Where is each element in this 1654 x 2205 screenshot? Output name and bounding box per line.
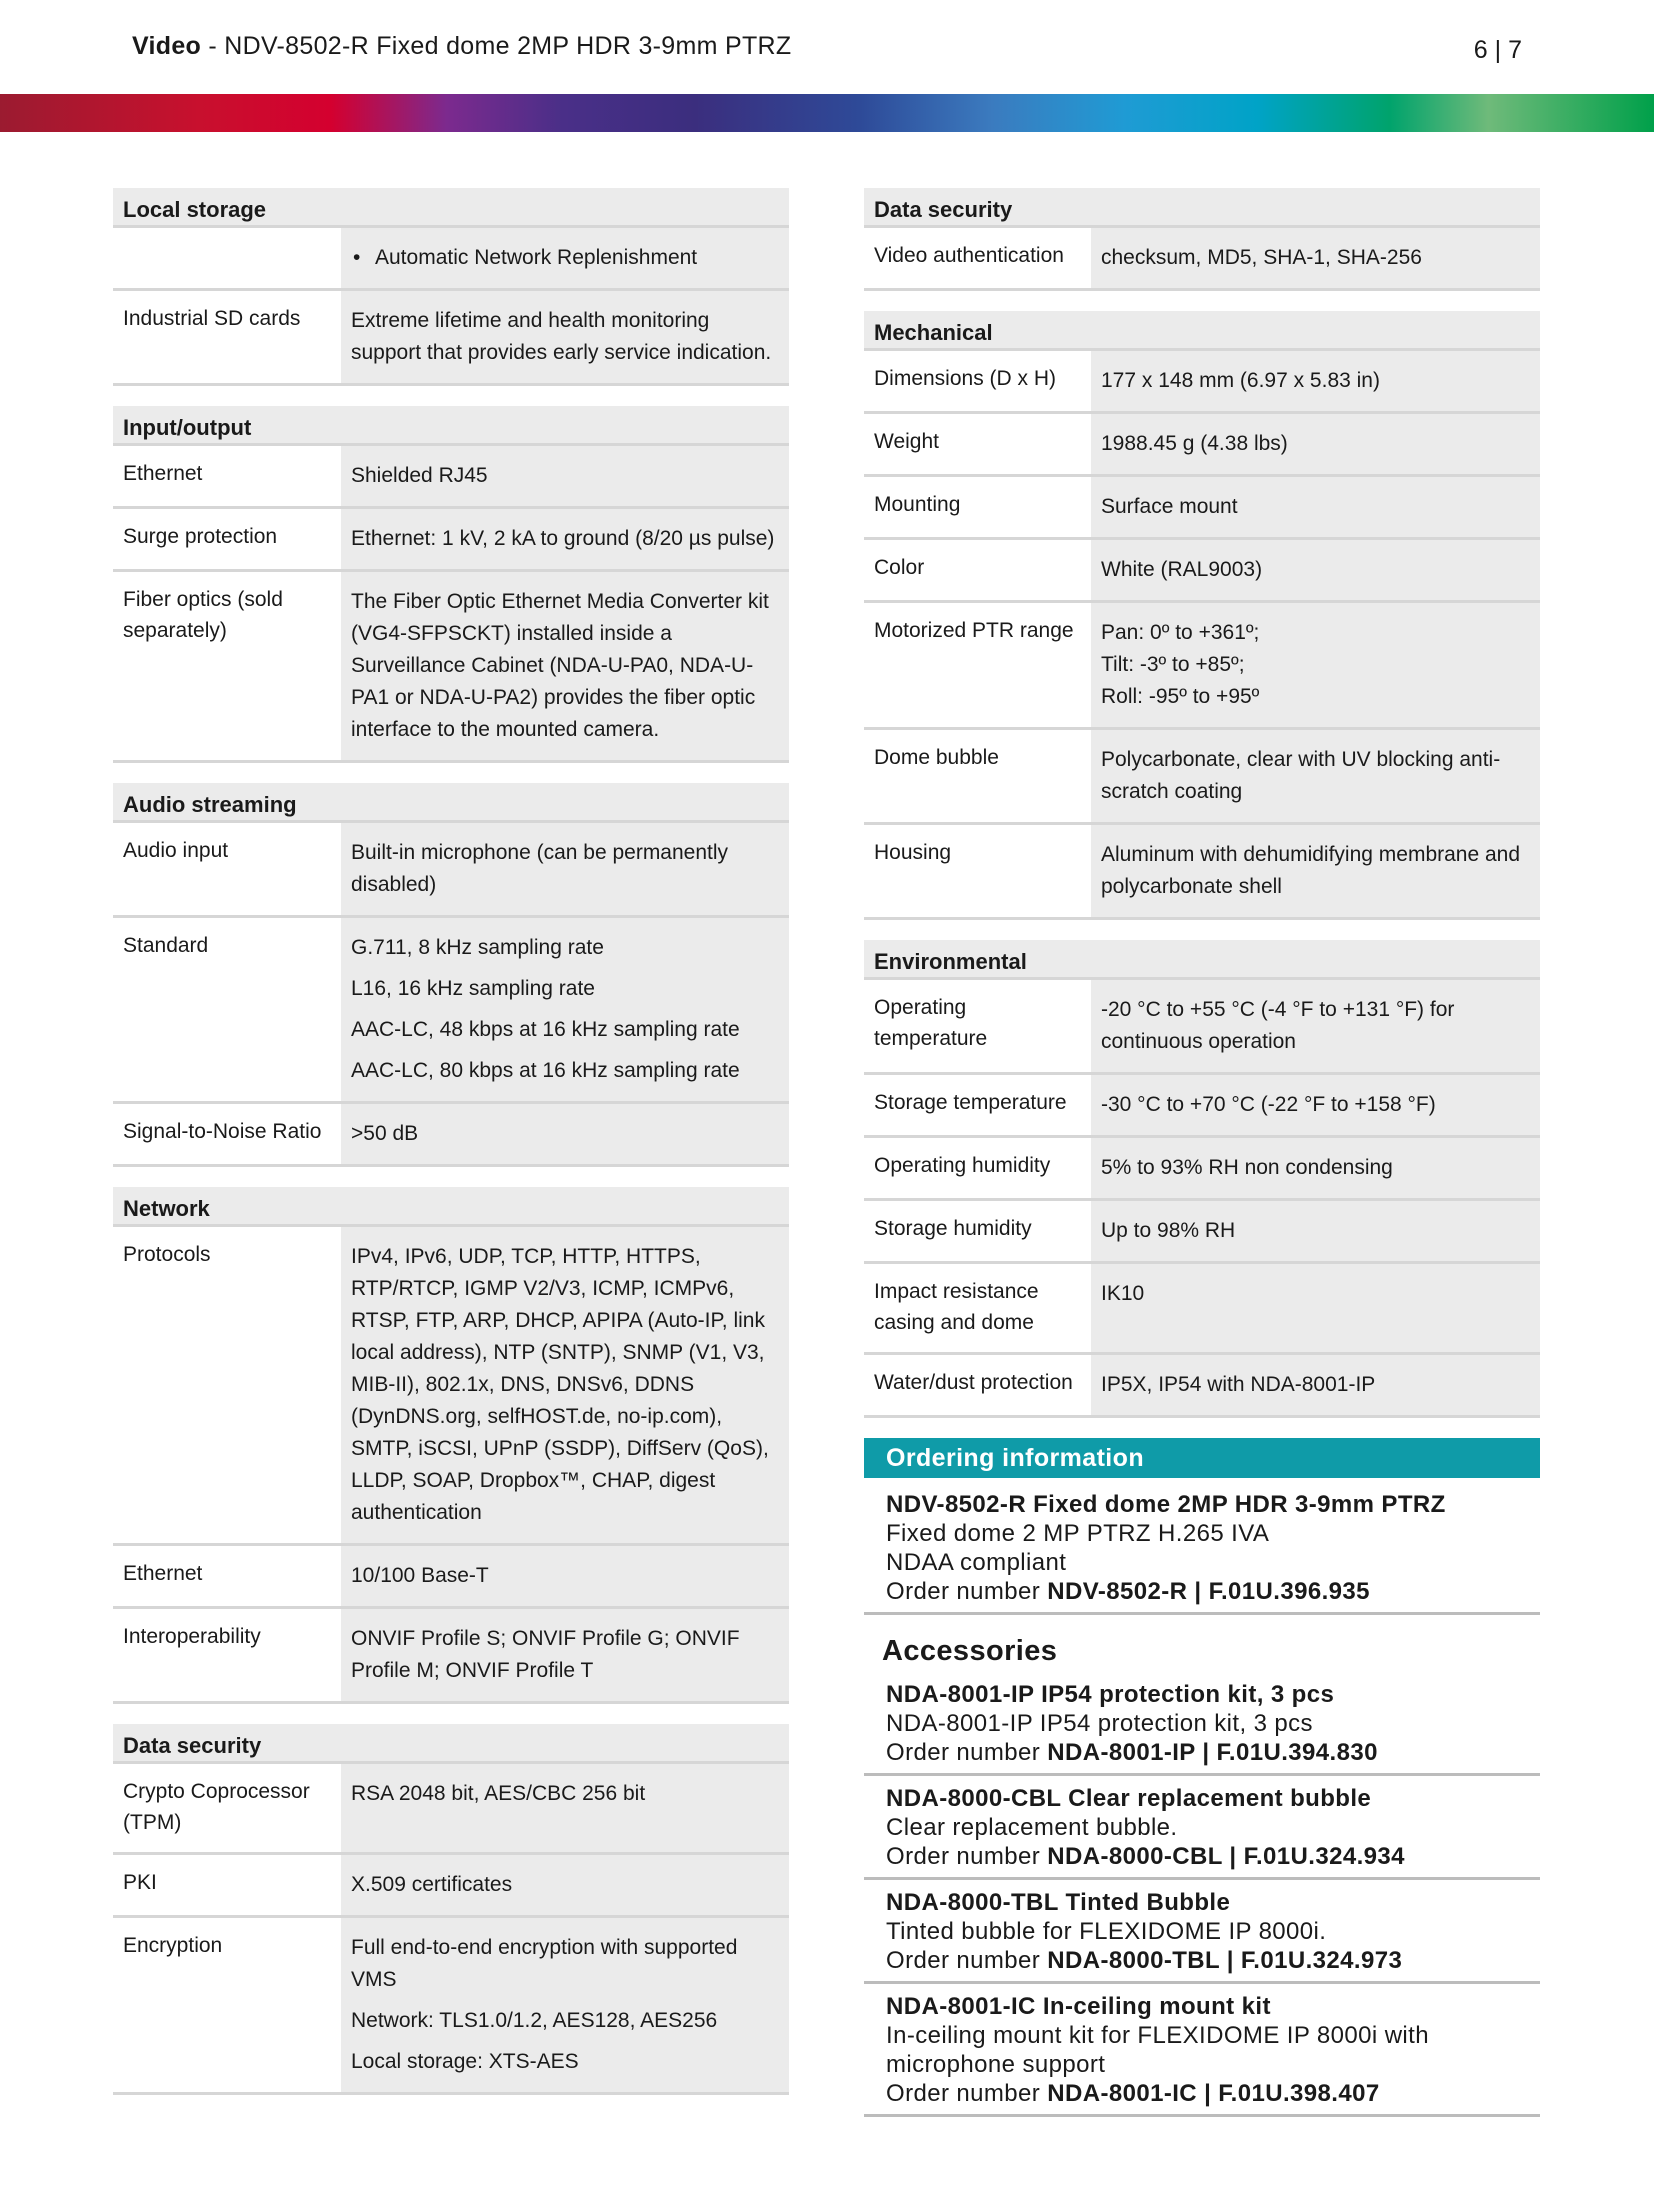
section-title: Environmental [864,940,1540,980]
spec-value: Aluminum with dehumidifying membrane and polycarbonate shell [1091,825,1540,917]
value-line: AAC-LC, 48 kbps at 16 kHz sampling rate [351,1018,740,1041]
spec-value [341,1918,789,2092]
spec-label: Storage humidity [864,1201,1091,1261]
spec-label: Water/dust protection [864,1355,1091,1415]
spec-label: Mounting [864,477,1091,537]
spec-row [113,509,789,572]
order-number-label: Order number [886,1947,1048,1974]
accessory-description: Clear replacement bubble. [886,1814,1178,1841]
spec-row [113,446,789,509]
spec-value: Extreme lifetime and health monitoring support that provides early service indication. [341,291,789,383]
spec-label: Operating temperature [864,980,1091,1072]
spec-value: 5% to 93% RH non condensing [1091,1138,1540,1198]
bullet-icon: • [353,246,361,269]
spec-value: IK10 [1091,1264,1540,1352]
section-mechanical [864,311,1540,920]
accessory-item [864,1880,1540,1984]
product-name: NDV-8502-R Fixed dome 2MP HDR 3-9mm PTRZ [886,1491,1446,1518]
value-line: G.711, 8 kHz sampling rate [351,936,604,959]
accessory-order-number [886,2079,1530,2108]
left-column [113,188,789,2115]
spec-label: Operating humidity [864,1138,1091,1198]
spec-row [864,980,1540,1075]
page-header [132,32,1522,72]
spec-label: Dimensions (D x H) [864,351,1091,411]
spec-label: Ethernet [113,446,341,506]
spec-value: White (RAL9003) [1091,540,1540,600]
spec-row [864,540,1540,603]
section-title: Audio streaming [113,783,789,823]
spec-label: Protocols [113,1227,341,1543]
spec-value [1091,603,1540,727]
spec-row [864,1075,1540,1138]
order-number-value: NDV-8502-R | F.01U.396.935 [1047,1578,1370,1605]
accessory-description: NDA-8001-IP IP54 protection kit, 3 pcs [886,1710,1313,1737]
spec-value: 177 x 148 mm (6.97 x 5.83 in) [1091,351,1540,411]
spec-row [113,1918,789,2095]
spec-value: Built-in microphone (can be permanently disabled) [341,823,789,915]
spec-row [113,1227,789,1546]
accessory-name: NDA-8000-TBL Tinted Bubble [886,1889,1231,1916]
order-number-value: NDA-8000-TBL | F.01U.324.973 [1047,1947,1403,1974]
accessory-description: Tinted bubble for FLEXIDOME IP 8000i. [886,1918,1327,1945]
section-local-storage [113,188,789,386]
spec-row [864,1138,1540,1201]
spec-row [113,291,789,386]
spec-value: 1988.45 g (4.38 lbs) [1091,414,1540,474]
section-input-output [113,406,789,763]
spec-label: Impact resistance casing and dome [864,1264,1091,1352]
spec-label: Dome bubble [864,730,1091,822]
title-product: - NDV-8502-R Fixed dome 2MP HDR 3-9mm PTRZ [201,32,792,60]
spec-label: Weight [864,414,1091,474]
spec-label: Video authentication [864,228,1091,288]
right-column [864,188,1540,2117]
spec-label: Industrial SD cards [113,291,341,383]
spec-row [113,823,789,918]
section-audio-streaming [113,783,789,1167]
order-number-label: Order number [886,1843,1048,1870]
brand-color-stripe [0,94,1654,132]
value-line: Roll: -95º to +95º [1101,685,1260,708]
spec-value: IP5X, IP54 with NDA-8001-IP [1091,1355,1540,1415]
spec-row [864,351,1540,414]
spec-label: Fiber optics (sold separately) [113,572,341,760]
spec-row [113,1855,789,1918]
document-title [132,32,791,61]
ordering-information [864,1438,1540,2117]
spec-value: -30 °C to +70 °C (-22 °F to +158 °F) [1091,1075,1540,1135]
spec-row [113,572,789,763]
spec-row [113,1546,789,1609]
spec-row [864,1201,1540,1264]
accessory-name: NDA-8001-IP IP54 protection kit, 3 pcs [886,1681,1335,1708]
spec-label: Interoperability [113,1609,341,1701]
spec-label: Motorized PTR range [864,603,1091,727]
spec-label: Color [864,540,1091,600]
spec-label: PKI [113,1855,341,1915]
spec-row [864,730,1540,825]
section-title: Data security [113,1724,789,1764]
order-number-value: NDA-8001-IC | F.01U.398.407 [1047,2080,1380,2107]
value-line: L16, 16 kHz sampling rate [351,977,595,1000]
spec-value: Shielded RJ45 [341,446,789,506]
spec-value: The Fiber Optic Ethernet Media Converter kit (VG4-SFPSCKT) installed inside a Surveillance Cabinet (NDA-U-PA0, NDA-U-PA1 or NDA-U-PA2) provides the fiber optic interface to the mounted camera. [341,572,789,760]
spec-value [341,918,789,1101]
section-title: Input/output [113,406,789,446]
spec-row [864,1355,1540,1418]
spec-value: Surface mount [1091,477,1540,537]
spec-label: Housing [864,825,1091,917]
spec-value: checksum, MD5, SHA-1, SHA-256 [1091,228,1540,288]
spec-label: Signal-to-Noise Ratio [113,1104,341,1164]
spec-value: Up to 98% RH [1091,1201,1540,1261]
spec-label: Ethernet [113,1546,341,1606]
value-line: Local storage: XTS-AES [351,2050,579,2073]
spec-row [864,414,1540,477]
section-title: Network [113,1187,789,1227]
accessory-item [864,1672,1540,1776]
spec-row [113,1764,789,1855]
ordering-title: Ordering information [864,1438,1540,1478]
spec-value: Ethernet: 1 kV, 2 kA to ground (8/20 µs pulse) [341,509,789,569]
order-number-label: Order number [886,1578,1048,1605]
spec-row [864,228,1540,291]
order-number-value: NDA-8001-IP | F.01U.394.830 [1047,1739,1378,1766]
accessory-order-number [886,1738,1530,1767]
spec-value: IPv4, IPv6, UDP, TCP, HTTP, HTTPS, RTP/RTCP, IGMP V2/V3, ICMP, ICMPv6, RTSP, FTP, ARP, DHCP, APIPA (Auto-IP, link local address), NTP (SNTP), SNMP (V1, V3, MIB-II), 802.1x, DNS, DNSv6, DDNS (DynDNS.org, selfHOST.de, no-ip.com), SMTP, iSCSI, UPnP (SSDP), DiffServ (QoS), LLDP, SOAP, Dropbox™, CHAP, digest authentication [341,1227,789,1543]
value-line: Network: TLS1.0/1.2, AES128, AES256 [351,2009,718,2032]
spec-value: -20 °C to +55 °C (-4 °F to +131 °F) for continuous operation [1091,980,1540,1072]
section-title: Local storage [113,188,789,228]
spec-label: Standard [113,918,341,1101]
page-number: 6 | 7 [1473,36,1522,64]
accessory-item [864,1776,1540,1880]
value-line: Full end-to-end encryption with supported VMS [351,1936,738,1991]
order-number-label: Order number [886,1739,1048,1766]
spec-value: RSA 2048 bit, AES/CBC 256 bit [341,1764,789,1852]
section-title: Data security [864,188,1540,228]
section-data-security [113,1724,789,2095]
section-title: Mechanical [864,311,1540,351]
accessory-item [864,1984,1540,2117]
spec-label [113,228,341,288]
product-entry [864,1478,1540,1615]
spec-label: Audio input [113,823,341,915]
spec-label: Surge protection [113,509,341,569]
spec-value: Polycarbonate, clear with UV blocking anti-scratch coating [1091,730,1540,822]
spec-value: >50 dB [341,1104,789,1164]
value-line: AAC-LC, 80 kbps at 16 kHz sampling rate [351,1059,740,1082]
spec-row [113,1104,789,1167]
spec-label: Storage temperature [864,1075,1091,1135]
spec-value: X.509 certificates [341,1855,789,1915]
spec-label: Crypto Coprocessor (TPM) [113,1764,341,1852]
product-order-number [886,1577,1530,1606]
spec-row [864,603,1540,730]
accessory-order-number [886,1946,1530,1975]
title-category: Video [132,32,202,60]
spec-row [113,918,789,1104]
accessory-name: NDA-8000-CBL Clear replacement bubble [886,1785,1372,1812]
accessory-description: In-ceiling mount kit for FLEXIDOME IP 8000i with microphone support [886,2022,1429,2078]
spec-value: 10/100 Base-T [341,1546,789,1606]
value-line: Tilt: -3º to +85º; [1101,653,1245,676]
section-data-security-video [864,188,1540,291]
order-number-label: Order number [886,2080,1048,2107]
spec-row [864,1264,1540,1355]
accessory-order-number [886,1842,1530,1871]
spec-value: ONVIF Profile S; ONVIF Profile G; ONVIF Profile M; ONVIF Profile T [341,1609,789,1701]
bullet-text: Automatic Network Replenishment [375,246,698,269]
product-compliance: NDAA compliant [886,1549,1067,1576]
product-description: Fixed dome 2 MP PTRZ H.265 IVA [886,1520,1270,1547]
spec-value [341,228,789,288]
spec-row [864,477,1540,540]
spec-row [113,228,789,291]
section-environmental [864,940,1540,1418]
accessory-name: NDA-8001-IC In-ceiling mount kit [886,1993,1271,2020]
accessories-title: Accessories [882,1635,1058,1667]
section-network [113,1187,789,1704]
order-number-value: NDA-8000-CBL | F.01U.324.934 [1047,1843,1405,1870]
spec-row [864,825,1540,920]
spec-row [113,1609,789,1704]
spec-label: Encryption [113,1918,341,2092]
value-line: Pan: 0º to +361º; [1101,621,1260,644]
